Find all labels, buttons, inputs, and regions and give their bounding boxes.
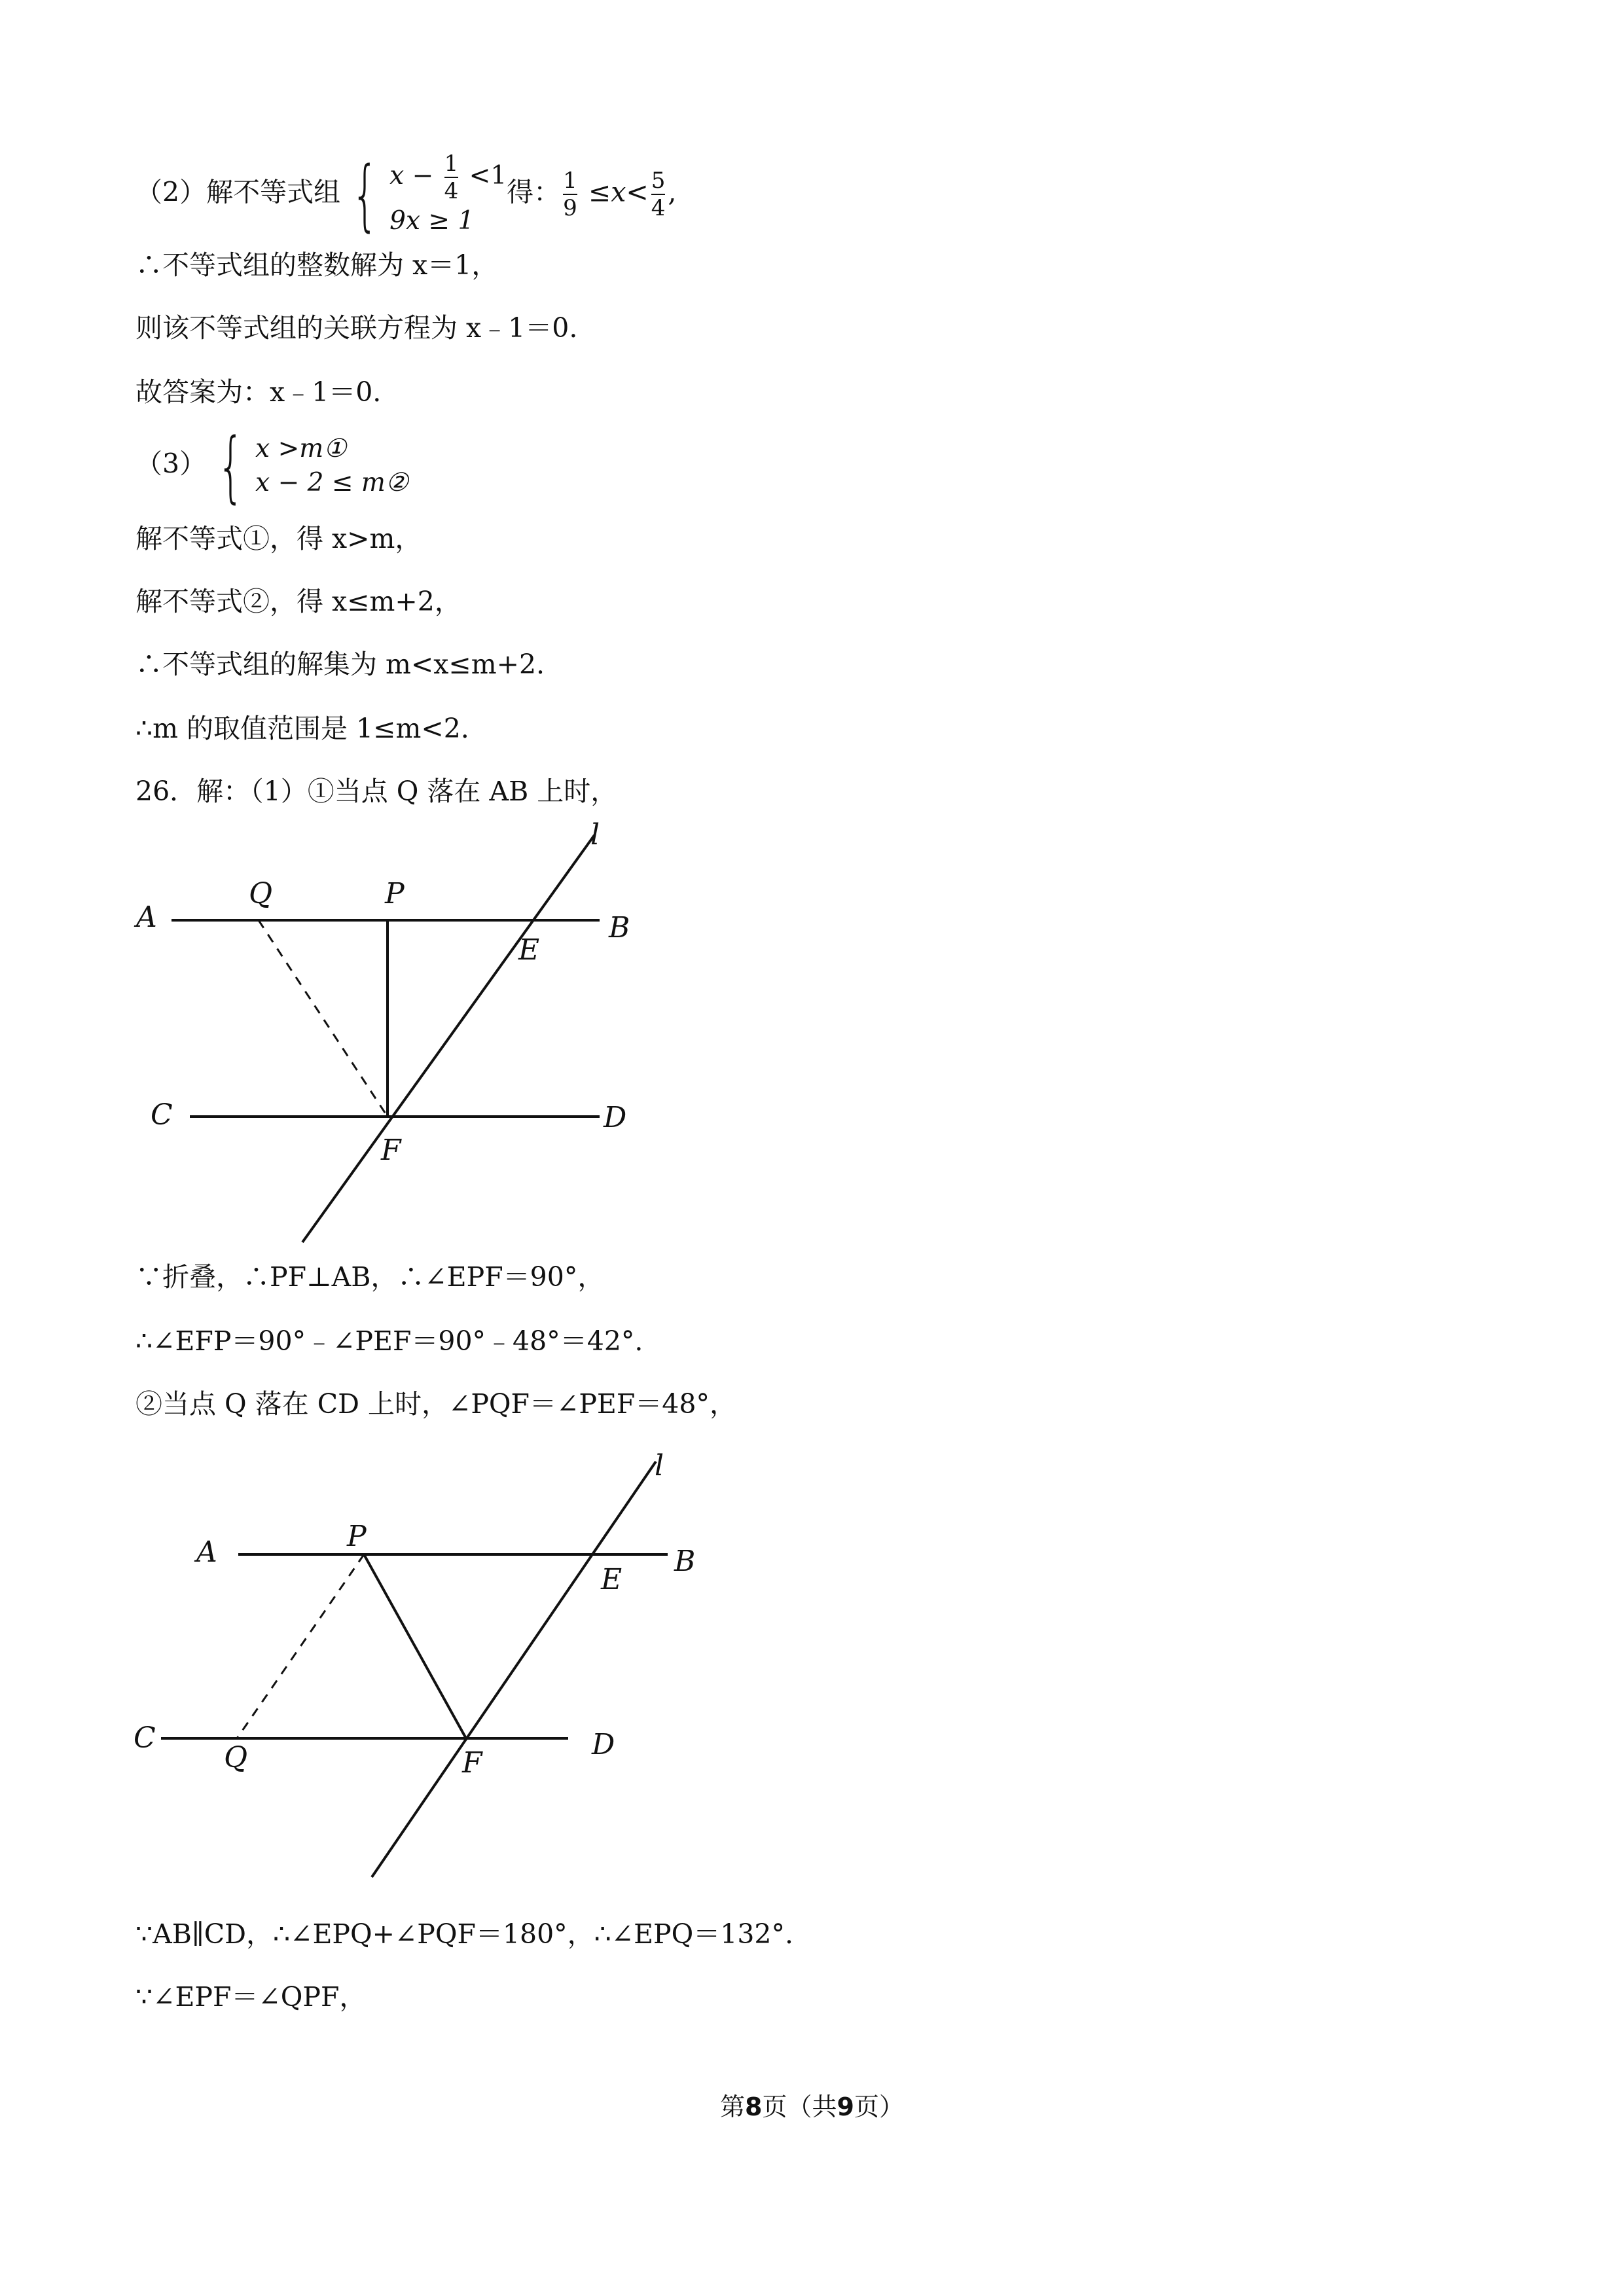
text-line-10: ∴m 的取值范围是 1≤m<2.: [135, 713, 469, 744]
footer-prefix: 第: [720, 2092, 746, 2121]
text-line-13: ∴∠EFP＝90°﹣∠PEF＝90°﹣48°＝42°.: [135, 1325, 643, 1357]
frac3-den: 4: [651, 195, 666, 221]
part2-end: ,: [668, 176, 677, 208]
footer-suffix: 页）: [854, 2092, 904, 2121]
frac3-num: 5: [651, 168, 666, 194]
fig1-label-d: D: [604, 1101, 627, 1134]
text-line-15: ∵AB∥CD，∴∠EPQ+∠PQF＝180°，∴∠EPQ＝132°.: [135, 1918, 794, 1950]
footer-page-number: 8: [745, 2092, 763, 2121]
part3-prefix: （3）: [135, 448, 207, 480]
fig1-line-l: [302, 835, 594, 1242]
fig2-line-l: [372, 1462, 656, 1877]
frac2-num: 1: [563, 168, 577, 194]
figure-2-labels: [134, 1449, 695, 1780]
left-brace: {: [351, 149, 379, 240]
fig1-label-p: P: [385, 877, 405, 910]
fig2-label-e: E: [601, 1563, 623, 1596]
text-line-12: ∵折叠，∴PF⊥AB，∴∠EPF＝90°，: [135, 1261, 605, 1293]
fig1-label-e: E: [518, 933, 540, 967]
text-line-9: ∴不等式组的解集为 m<x≤m+2.: [135, 649, 545, 680]
text-line-14: ②当点 Q 落在 CD 上时，∠PQF＝∠PEF＝48°，: [135, 1388, 736, 1420]
system1-row2: 9x ≥ 1: [389, 206, 475, 236]
text-line-3: ∴不等式组的整数解为 x＝1，: [135, 249, 499, 281]
fig1-label-q: Q: [249, 877, 273, 910]
fig2-label-p: P: [347, 1520, 367, 1553]
fig1-label-c: C: [151, 1098, 173, 1132]
fig2-label-c: C: [134, 1721, 156, 1755]
fig2-label-a: A: [196, 1535, 217, 1569]
system2-row1: x >m①: [255, 434, 347, 463]
fig1-label-l: l: [590, 818, 600, 852]
frac2-den: 9: [563, 195, 577, 221]
fig1-label-b: B: [609, 911, 630, 944]
figure-1-labels: [134, 818, 630, 1167]
text-line-11: 26．解：（1）①当点 Q 落在 AB 上时，: [135, 776, 618, 807]
text-line-4: 则该不等式组的关联方程为 x﹣1＝0.: [135, 312, 578, 344]
system1-row1-text: x −: [389, 161, 442, 190]
fig2-segment-pf: [364, 1554, 466, 1738]
text-line-8: 解不等式②，得 x≤m+2，: [135, 586, 461, 617]
page-footer: [0, 2087, 1624, 2123]
fig2-segment-pq-dashed: [237, 1554, 364, 1738]
fig2-label-f: F: [462, 1746, 482, 1780]
fig1-segment-qf-dashed: [259, 920, 388, 1117]
fig2-label-l: l: [655, 1449, 664, 1482]
text-line-7: 解不等式①，得 x>m，: [135, 523, 422, 554]
part2-mid: ≤x<: [579, 176, 649, 208]
system2-row2: x − 2 ≤ m②: [255, 468, 408, 497]
fig2-label-q: Q: [224, 1741, 248, 1774]
text-line-16: ∵∠EPF＝∠QPF，: [135, 1981, 367, 2013]
fig2-label-b: B: [674, 1545, 696, 1578]
part2-prefix: （2）解不等式组: [135, 176, 341, 208]
footer-middle: 页（共: [762, 2092, 837, 2121]
text-line-5: 故答案为：x﹣1＝0.: [135, 376, 382, 408]
fig1-label-f: F: [381, 1134, 401, 1167]
figure-2: [161, 1462, 668, 1877]
frac1-den: 4: [444, 178, 459, 204]
fig2-label-d: D: [592, 1728, 615, 1761]
left-brace-2: {: [217, 421, 245, 511]
footer-total-pages: 9: [837, 2092, 854, 2121]
system1-row1-tail: <1: [461, 161, 507, 190]
frac1-num: 1: [444, 151, 459, 177]
fig1-label-a: A: [136, 901, 157, 934]
part2-de: 得：: [507, 176, 561, 208]
